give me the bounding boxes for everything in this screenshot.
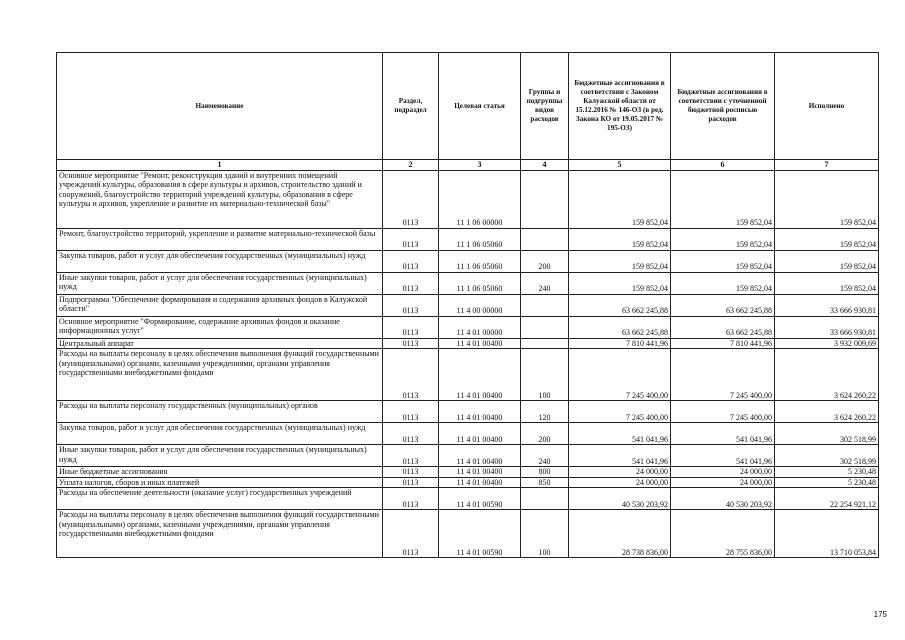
row-budget-refined: 63 662 245,88 <box>671 316 775 338</box>
row-budget-refined: 40 530 203,92 <box>671 488 775 510</box>
row-target: 11 1 06 00000 <box>439 170 521 228</box>
header-target: Целевая статья <box>439 53 521 160</box>
row-target: 11 4 01 00400 <box>439 401 521 423</box>
row-target: 11 4 01 00400 <box>439 349 521 401</box>
header-groups: Группы и подгруппы видов расходов <box>521 53 569 160</box>
row-budget-refined: 159 852,04 <box>671 272 775 294</box>
column-number: 1 <box>57 160 383 171</box>
row-section: 0113 <box>383 272 439 294</box>
row-budget-law: 159 852,04 <box>569 250 671 272</box>
row-name: Подпрограмма "Обеспечение формирования и содержания архивных фондов в Калужской области" <box>57 294 383 316</box>
row-section: 0113 <box>383 423 439 445</box>
header-section: Раздел, подраздел <box>383 53 439 160</box>
column-number: 6 <box>671 160 775 171</box>
row-name: Иные бюджетные ассигнования <box>57 467 383 478</box>
row-executed: 5 230,48 <box>775 467 879 478</box>
row-target: 11 4 01 00400 <box>439 467 521 478</box>
table-body <box>57 160 879 558</box>
row-budget-law: 159 852,04 <box>569 170 671 228</box>
table-row <box>57 401 879 423</box>
row-group: 200 <box>521 423 569 445</box>
row-executed: 22 254 921,12 <box>775 488 879 510</box>
row-name: Расходы на выплаты персоналу в целях обеспечения выполнения функций государственными (муниципальными) органами, казенными учреждениями, органами управления государственными внебюджетными фондами <box>57 510 383 558</box>
row-name: Иные закупки товаров, работ и услуг для обеспечения государственных (муниципальных) нужд <box>57 272 383 294</box>
column-number: 2 <box>383 160 439 171</box>
row-budget-law: 24 000,00 <box>569 477 671 488</box>
row-budget-law: 28 738 836,00 <box>569 510 671 558</box>
row-group: 240 <box>521 272 569 294</box>
row-budget-refined: 159 852,04 <box>671 250 775 272</box>
row-budget-law: 7 245 400,00 <box>569 401 671 423</box>
row-section: 0113 <box>383 170 439 228</box>
table-row <box>57 488 879 510</box>
row-budget-refined: 63 662 245,88 <box>671 294 775 316</box>
page-number: 175 <box>873 610 887 619</box>
row-target: 11 4 01 00400 <box>439 477 521 488</box>
row-target: 11 1 06 05060 <box>439 228 521 250</box>
row-target: 11 1 06 05060 <box>439 250 521 272</box>
row-budget-refined: 24 000,00 <box>671 467 775 478</box>
header-budget-refined: Бюджетные ассигнования в соответствии с уточненной бюджетной росписью расходов <box>671 53 775 160</box>
table-row <box>57 467 879 478</box>
table-row <box>57 316 879 338</box>
row-executed: 302 518,99 <box>775 445 879 467</box>
header-budget-law: Бюджетные ассигнования в соответствии с Законом Калужской области от 15.12.2016 № 146-ОЗ (в ред. Закона КО от 19.05.2017 № 195-ОЗ) <box>569 53 671 160</box>
row-target: 11 4 01 00590 <box>439 510 521 558</box>
header-executed: Исполнено <box>775 53 879 160</box>
table-row <box>57 338 879 349</box>
row-budget-law: 541 041,96 <box>569 445 671 467</box>
row-name: Закупка товаров, работ и услуг для обеспечения государственных (муниципальных) нужд <box>57 423 383 445</box>
row-section: 0113 <box>383 401 439 423</box>
row-section: 0113 <box>383 445 439 467</box>
row-budget-law: 159 852,04 <box>569 228 671 250</box>
row-group <box>521 170 569 228</box>
row-target: 11 1 06 05060 <box>439 272 521 294</box>
row-executed: 33 666 930,81 <box>775 316 879 338</box>
row-section: 0113 <box>383 467 439 478</box>
row-target: 11 4 01 00000 <box>439 316 521 338</box>
row-group <box>521 488 569 510</box>
row-budget-law: 63 662 245,88 <box>569 294 671 316</box>
column-number-row <box>57 160 879 171</box>
row-name: Ремонт, благоустройство территорий, укрепление и развитие материально-технической базы <box>57 228 383 250</box>
row-group: 100 <box>521 349 569 401</box>
row-executed: 159 852,04 <box>775 228 879 250</box>
row-name: Основное мероприятие "Формирование, содержание архивных фондов и оказание информационных услуг" <box>57 316 383 338</box>
row-budget-refined: 28 755 836,00 <box>671 510 775 558</box>
row-executed: 3 624 260,22 <box>775 349 879 401</box>
row-group: 850 <box>521 477 569 488</box>
row-name: Уплата налогов, сборов и иных платежей <box>57 477 383 488</box>
row-executed: 159 852,04 <box>775 272 879 294</box>
row-group: 240 <box>521 445 569 467</box>
row-executed: 5 230,48 <box>775 477 879 488</box>
row-group: 120 <box>521 401 569 423</box>
row-section: 0113 <box>383 228 439 250</box>
column-number: 5 <box>569 160 671 171</box>
row-budget-law: 7 245 400,00 <box>569 349 671 401</box>
row-name: Расходы на выплаты персоналу в целях обеспечения выполнения функций государственными (муниципальными) органами, казенными учреждениями, органами управления государственными внебюджетными фондами <box>57 349 383 401</box>
row-executed: 3 932 009,69 <box>775 338 879 349</box>
row-section: 0113 <box>383 510 439 558</box>
row-name: Расходы на выплаты персоналу государственных (муниципальных) органов <box>57 401 383 423</box>
row-budget-law: 159 852,04 <box>569 272 671 294</box>
table-row <box>57 170 879 228</box>
table-row <box>57 477 879 488</box>
table-row <box>57 349 879 401</box>
header-row <box>57 53 879 160</box>
row-name: Иные закупки товаров, работ и услуг для обеспечения государственных (муниципальных) нужд <box>57 445 383 467</box>
column-number: 4 <box>521 160 569 171</box>
row-group <box>521 338 569 349</box>
column-number: 3 <box>439 160 521 171</box>
row-executed: 13 710 053,84 <box>775 510 879 558</box>
row-group: 100 <box>521 510 569 558</box>
table-row <box>57 423 879 445</box>
row-group: 800 <box>521 467 569 478</box>
row-executed: 3 624 260,22 <box>775 401 879 423</box>
row-budget-law: 63 662 245,88 <box>569 316 671 338</box>
row-section: 0113 <box>383 250 439 272</box>
row-budget-law: 541 041,96 <box>569 423 671 445</box>
row-budget-law: 24 000,00 <box>569 467 671 478</box>
row-name: Центральный аппарат <box>57 338 383 349</box>
column-number: 7 <box>775 160 879 171</box>
row-budget-refined: 7 810 441,96 <box>671 338 775 349</box>
row-executed: 159 852,04 <box>775 170 879 228</box>
row-budget-refined: 159 852,04 <box>671 228 775 250</box>
row-budget-refined: 24 000,00 <box>671 477 775 488</box>
budget-table <box>56 52 879 558</box>
row-budget-law: 40 530 203,92 <box>569 488 671 510</box>
row-target: 11 4 01 00400 <box>439 423 521 445</box>
table-row <box>57 294 879 316</box>
row-executed: 33 666 930,81 <box>775 294 879 316</box>
row-budget-refined: 159 852,04 <box>671 170 775 228</box>
row-section: 0113 <box>383 294 439 316</box>
row-budget-refined: 541 041,96 <box>671 445 775 467</box>
row-target: 11 4 00 00000 <box>439 294 521 316</box>
row-group <box>521 294 569 316</box>
row-budget-refined: 7 245 400,00 <box>671 401 775 423</box>
row-group: 200 <box>521 250 569 272</box>
row-target: 11 4 01 00400 <box>439 445 521 467</box>
row-executed: 159 852,04 <box>775 250 879 272</box>
table-row <box>57 445 879 467</box>
row-target: 11 4 01 00590 <box>439 488 521 510</box>
row-target: 11 4 01 00400 <box>439 338 521 349</box>
row-section: 0113 <box>383 488 439 510</box>
row-section: 0113 <box>383 349 439 401</box>
row-section: 0113 <box>383 316 439 338</box>
header-name: Наименование <box>57 53 383 160</box>
row-executed: 302 518,99 <box>775 423 879 445</box>
row-group <box>521 228 569 250</box>
row-section: 0113 <box>383 477 439 488</box>
row-budget-refined: 7 245 400,00 <box>671 349 775 401</box>
table-row <box>57 228 879 250</box>
table-row <box>57 272 879 294</box>
row-budget-law: 7 810 441,96 <box>569 338 671 349</box>
row-name: Расходы на обеспечение деятельности (оказание услуг) государственных учреждений <box>57 488 383 510</box>
row-section: 0113 <box>383 338 439 349</box>
row-name: Закупка товаров, работ и услуг для обеспечения государственных (муниципальных) нужд <box>57 250 383 272</box>
table-row <box>57 250 879 272</box>
table-row <box>57 510 879 558</box>
row-group <box>521 316 569 338</box>
row-name: Основное мероприятие "Ремонт, реконструкция зданий и внутренних помещений учреждений культуры, образования в сфере культуры и архивов, строительство зданий и сооружений, благоустройство территорий учреждений культуры, образования в сфере культуры и архивов, укрепление и развитие их материально-технической базы" <box>57 170 383 228</box>
row-budget-refined: 541 041,96 <box>671 423 775 445</box>
